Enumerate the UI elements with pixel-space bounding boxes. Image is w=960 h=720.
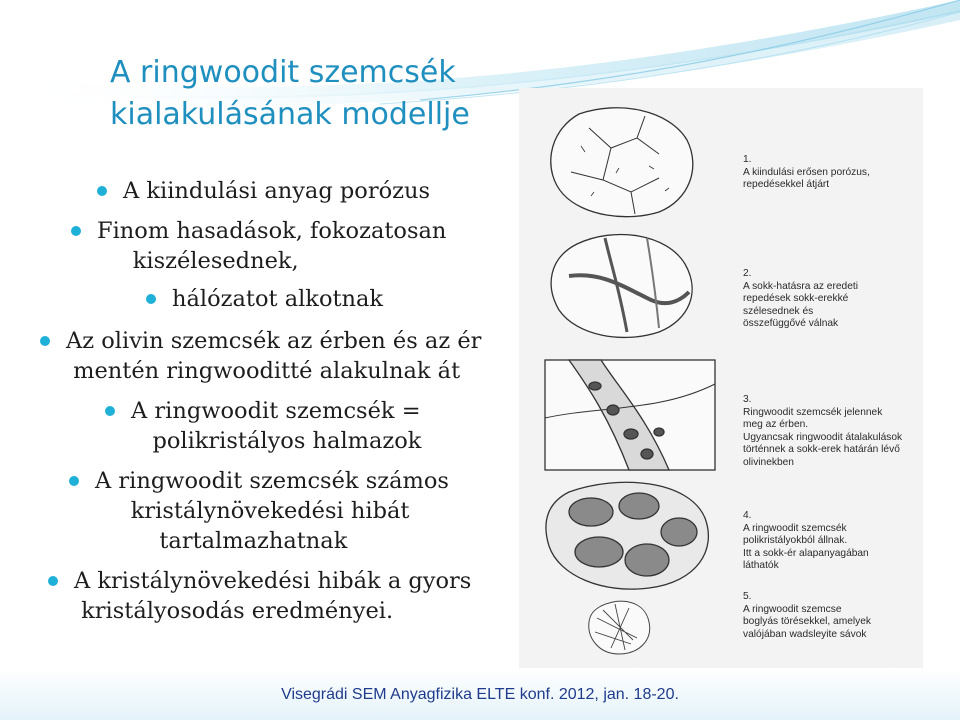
stage2-shock-veins-drawing [551,234,692,337]
figure-caption: 5. A ringwoodit szemcse boglyás törésekkel, amelyek valójában wadsleyite sávok [743,591,871,640]
figure-caption: 4. A ringwoodit szemcsék polikristályokból állnak. Itt a sokk-ér alapanyagában láthatók [743,510,869,571]
bullet-item [66,326,481,386]
ringwoodite-model-figure [519,88,923,670]
bullet-item [95,466,449,556]
stage3-ringwoodite-vein-drawing [545,360,715,470]
bullet-text: Finom hasadások, fokozatosan kiszélesednek, [97,218,447,274]
bullet-item [172,284,383,314]
figure-caption: 1. A kiindulási erősen porózus, repedésekkel átjárt [743,154,870,190]
bullet-text: A kiindulási anyag porózus [123,178,431,204]
bullet-text: A ringwoodit szemcsék számos kristálynövekedési hibát tartalmazhatnak [95,468,449,554]
stage5-fractured-grain-drawing [589,601,650,654]
bullet-dot-icon [97,186,107,196]
bullet-item [131,396,421,456]
bullet-text: A kristálynövekedési hibák a gyors kristályosodás eredményei. [74,568,472,624]
slide-title: A ringwoodit szemcsék kialakulásának modellje [110,55,470,132]
bullet-text: hálózatot alkotnak [172,286,384,312]
footer-text: Visegrádi SEM Anyagfizika ELTE konf. 2012, jan. 18-20. [281,686,679,703]
bullet-text: A ringwoodit szemcsék = polikristályos halmazok [131,398,422,454]
stage1-porous-grain-drawing [551,108,693,217]
bullet-dot-icon [69,476,79,486]
bullet-dot-icon [40,336,50,346]
bullet-item [123,176,430,206]
bullet-dot-icon [146,294,156,304]
bullet-text: Az olivin szemcsék az érben és az ér mentén ringwooditté alakulnak át [66,328,482,384]
bullet-dot-icon [48,576,58,586]
bullet-item [97,216,446,276]
bullet-dot-icon [71,226,81,236]
bullet-item [74,566,471,626]
figure-caption: 3. Ringwoodit szemcsék jelennek meg az érben. Ugyancsak ringwoodit átalakulások történnek a sokk-erek határán lévő olivinekben [743,394,903,468]
stage4-polycrystal-drawing [546,482,708,589]
figure-caption: 2. A sokk-hatásra az eredeti repedések sokk-erekké szélesednek és összefüggővé válnak [743,268,858,329]
bullet-dot-icon [105,406,115,416]
